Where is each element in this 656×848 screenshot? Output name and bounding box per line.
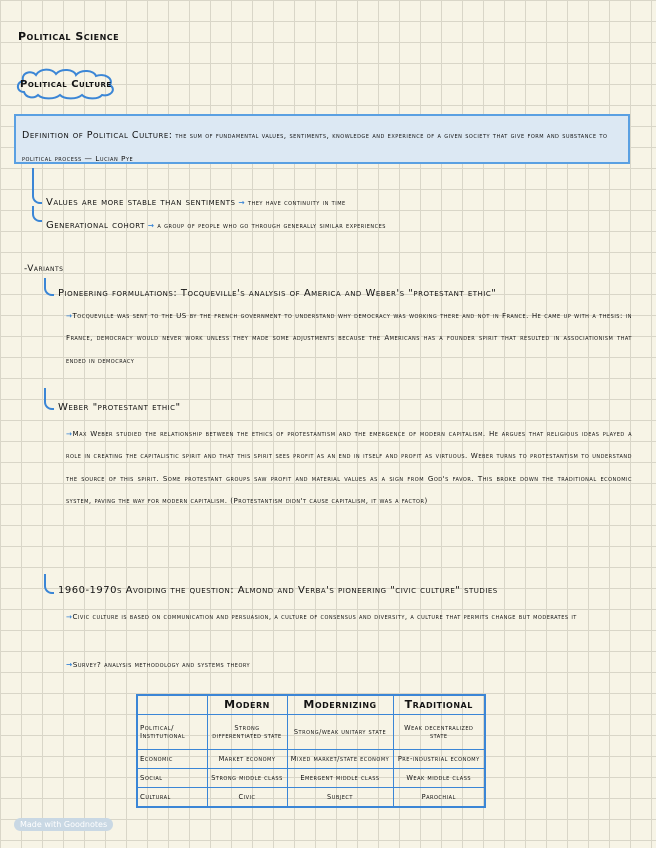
table-row-header: Economic [137, 750, 207, 769]
table-cell: Strong middle class [207, 769, 287, 788]
civic-culture-paragraph: →Civic culture is based on communication and persuasion, a culture of consensus and diversity, a culture that permits change but moderates it [66, 612, 577, 621]
table-cell: Subject [287, 787, 393, 807]
tocqueville-paragraph: →Tocqueville was sent to the US by the french government to understand why democracy was working there and not in France. He came up with a thesis: in France, democracy would never work unless they made some adjustments because the Americans has a founder spirit that resulted in associationism that ended in democracy [66, 311, 632, 365]
table-row-header: Social [137, 769, 207, 788]
table-cell: Civic [207, 787, 287, 807]
definition-text [22, 124, 622, 170]
table-row [137, 787, 485, 807]
weber-heading: Weber "protestant ethic" [58, 402, 181, 413]
table-cell: Emergent middle class [287, 769, 393, 788]
generational-note: Generational cohort → a group of people who go through generally similar experiences [46, 220, 386, 231]
arrow-right-icon: → [238, 198, 246, 207]
table-row [137, 750, 485, 769]
goodnotes-badge: Made with Goodnotes [14, 818, 113, 831]
weber-bracket [44, 388, 54, 410]
section-heading: Political Culture [20, 79, 112, 90]
pioneering-formulations: Pioneering formulations: Tocqueville's analysis of America and Weber's "protestant ethic" [58, 288, 497, 299]
civic-bracket [44, 574, 54, 594]
table-row [137, 769, 485, 788]
arrow-right-icon: → [147, 221, 155, 230]
arrow-right-icon: → [66, 612, 73, 621]
table-header-cell: Modern [207, 695, 287, 715]
pioneering-bracket [44, 278, 54, 296]
table-cell: Mixed market/state economy [287, 750, 393, 769]
culture-comparison-table [136, 694, 486, 808]
table-cell: Market economy [207, 750, 287, 769]
values-note: Values are more stable than sentiments → they have continuity in time [46, 197, 346, 208]
table-header-cell: Modernizing [287, 695, 393, 715]
table-cell: Weak decentralized state [393, 715, 485, 750]
page-title: Political Science [18, 30, 120, 43]
civic-culture-heading: 1960-1970s Avoiding the question: Almond and Verba's pioneering "civic culture" studies [58, 585, 498, 596]
table-header-cell: Traditional [393, 695, 485, 715]
table-row [137, 715, 485, 750]
arrow-right-icon: → [66, 660, 73, 669]
table-row-header: Cultural [137, 787, 207, 807]
definition-label: Definition of Political Culture: [22, 130, 173, 141]
table-header-cell [137, 695, 207, 715]
table-cell: Strong/weak unitary state [287, 715, 393, 750]
definition-body: the sum of fundamental values, sentiments, knowledge and experience of a given society that give form and substance to political process — Lucian Pye [22, 131, 608, 163]
table-header-row [137, 695, 485, 715]
variants-heading: -Variants [24, 264, 64, 274]
table-cell: Parochial [393, 787, 485, 807]
generational-bracket [32, 206, 42, 222]
survey-note: →Survey? analysis methodology and systems theory [66, 660, 251, 669]
table-cell: Weak middle class [393, 769, 485, 788]
values-bracket [32, 168, 42, 204]
arrow-right-icon: → [66, 429, 73, 438]
table-cell: Strong differentiated state [207, 715, 287, 750]
arrow-right-icon: → [66, 311, 73, 320]
weber-paragraph: →Max Weber studied the relationship between the ethics of protestantism and the emergence of modern capitalism. He argues that religious ideas played a role in creating the capitalistic spirit and that this spirit sees profit as an end in itself and profit as virtuous. Weber turns to protestantism to understand the source of this spirit. Some protestant groups saw profit and material values as a sign from God's favor. This broke down the traditional economic system, paving the way for modern capitalism. (Protestantism didn't cause capitalism, it was a factor) [66, 429, 632, 505]
table-cell: Pre-industrial economy [393, 750, 485, 769]
table-row-header: Political/ Institutional [137, 715, 207, 750]
